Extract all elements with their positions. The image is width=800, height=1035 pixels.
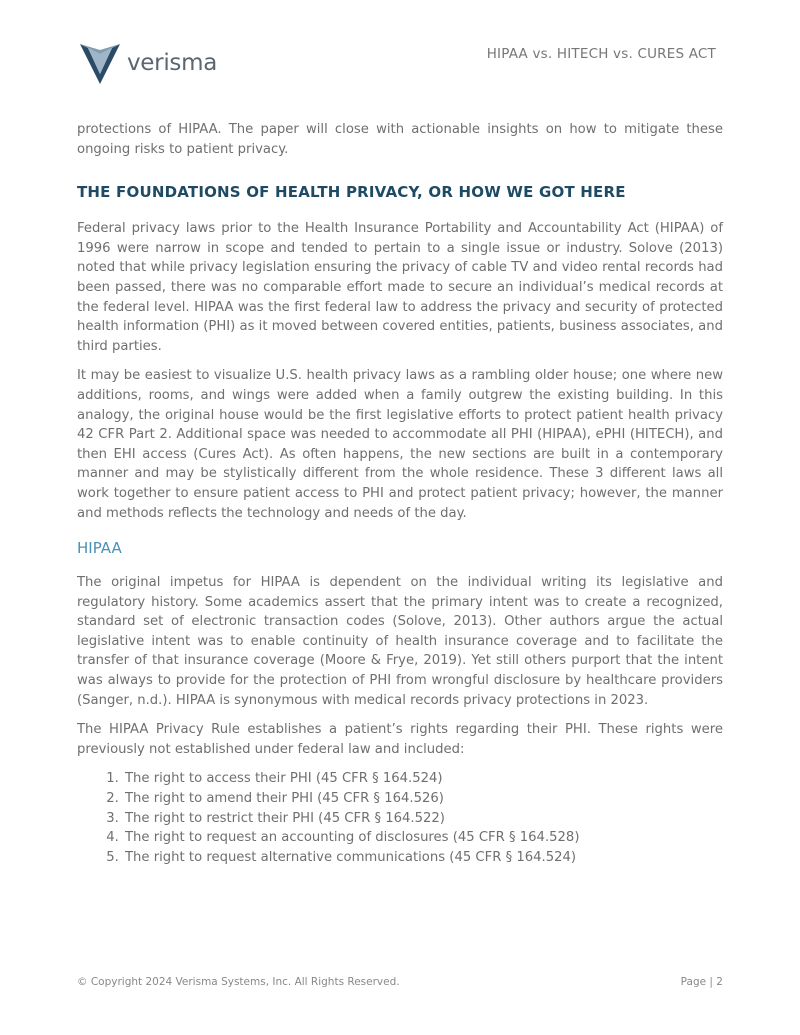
list-item: 5. The right to request alternative communications (45 CFR § 164.524) — [123, 848, 723, 868]
paragraph-federal-privacy: Federal privacy laws prior to the Health Insurance Portability and Accountability Act (HIPAA) of 1996 were narrow in scope and tended to pertain to a single issue or industry. Solove (2013) noted that while privacy legislation ensuring the privacy of cable TV and video rental records had been passed, there was no comparable effort made to secure an individual’s medical records at the federal level. HIPAA was the first federal law to address the privacy and security of protected health information (PHI) as it moved between covered entities, patients, business associates, and third parties. — [77, 221, 723, 354]
paragraph-hipaa-impetus: The original impetus for HIPAA is dependent on the individual writing its legislative and regulatory history. Some academics assert that the primary intent was to create a recognized, standard set of electronic transaction codes (Solove, 2013). Other authors argue the actual legislative intent was to enable continuity of health insurance coverage and to facilitate the transfer of that insurance coverage (Moore & Frye, 2019). Yet still others purport that the intent was always to provide for the protection of PHI from wrongful disclosure by healthcare providers (Sanger, n.d.). HIPAA is synonymous with medical records privacy protections in 2023. — [77, 575, 723, 708]
rights-list — [77, 769, 723, 867]
document-title: HIPAA vs. HITECH vs. CURES ACT — [486, 46, 716, 62]
list-item: 2. The right to amend their PHI (45 CFR § 164.526) — [123, 789, 723, 809]
verisma-logo — [78, 40, 228, 86]
paragraph-privacy-rule: The HIPAA Privacy Rule establishes a patient’s rights regarding their PHI. These rights were previously not established under federal law and included: — [77, 722, 723, 757]
logo-wordmark: verisma — [127, 50, 217, 76]
paragraph-house-analogy: It may be easiest to visualize U.S. health privacy laws as a rambling older house; one where new additions, rooms, and wings were added when a family outgrew the existing building. In this analogy, the original house would be the first legislative efforts to protect patient health privacy 42 CFR Part 2. Additional space was needed to accommodate all PHI (HIPAA), ePHI (HITECH), and then EHI access (Cures Act). As often happens, the new sections are built in a contemporary manner and may be stylistically different from the whole residence. These 3 different laws all work together to ensure patient access to PHI and protect patient privacy; however, the manner and methods reflects the technology and needs of the day. — [77, 368, 723, 521]
intro-paragraph: protections of HIPAA. The paper will close with actionable insights on how to mitigate these ongoing risks to patient privacy. — [77, 122, 723, 157]
verisma-v-icon — [78, 40, 122, 86]
footer-copyright: © Copyright 2024 Verisma Systems, Inc. All Rights Reserved. — [77, 976, 400, 988]
list-item: 3. The right to restrict their PHI (45 CFR § 164.522) — [123, 809, 723, 829]
page-number: Page | 2 — [680, 976, 723, 988]
page-content — [77, 120, 723, 867]
list-item: 1. The right to access their PHI (45 CFR § 164.524) — [123, 769, 723, 789]
list-item: 4. The right to request an accounting of disclosures (45 CFR § 164.528) — [123, 828, 723, 848]
section-heading: THE FOUNDATIONS OF HEALTH PRIVACY, OR HOW WE GOT HERE — [77, 183, 626, 202]
hipaa-subheading: HIPAA — [77, 539, 122, 558]
